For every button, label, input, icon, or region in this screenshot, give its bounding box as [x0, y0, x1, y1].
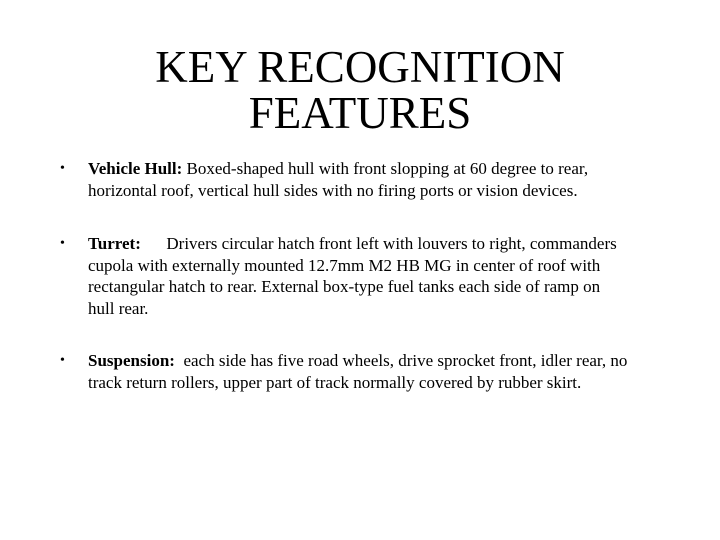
bullet-item-turret	[60, 233, 700, 319]
title-line-2: FEATURES	[248, 88, 472, 138]
title-line-1: KEY RECOGNITION	[155, 42, 565, 92]
item-text: rectangular hatch to rear. External box-type fuel tanks each side of ramp on	[88, 277, 601, 296]
item-label: Suspension:	[88, 351, 175, 370]
item-text: track return rollers, upper part of track normally covered by rubber skirt.	[88, 372, 582, 392]
slide-title	[0, 44, 720, 136]
bullet-item-vehicle-hull	[60, 158, 700, 201]
item-text: horizontal roof, vertical hull sides with no firing ports or vision devices.	[88, 180, 578, 200]
item-label: Vehicle Hull:	[88, 159, 183, 178]
item-text: Boxed-shaped hull with front slopping at 60 degree to rear,	[186, 159, 589, 178]
item-text: Drivers circular hatch front left with louvers to right, commanders	[166, 234, 617, 253]
bullet-icon: •	[60, 161, 65, 176]
item-text: each side has five road wheels, drive sprocket front, idler rear, no	[183, 351, 628, 370]
bullet-icon: •	[60, 236, 65, 251]
bullet-item-suspension	[60, 350, 700, 393]
item-label: Turret:	[88, 234, 141, 253]
item-text: cupola with externally mounted 12.7mm M2 HB MG in center of roof with	[88, 255, 601, 275]
bullet-icon: •	[60, 353, 65, 368]
item-text: hull rear.	[88, 298, 149, 318]
